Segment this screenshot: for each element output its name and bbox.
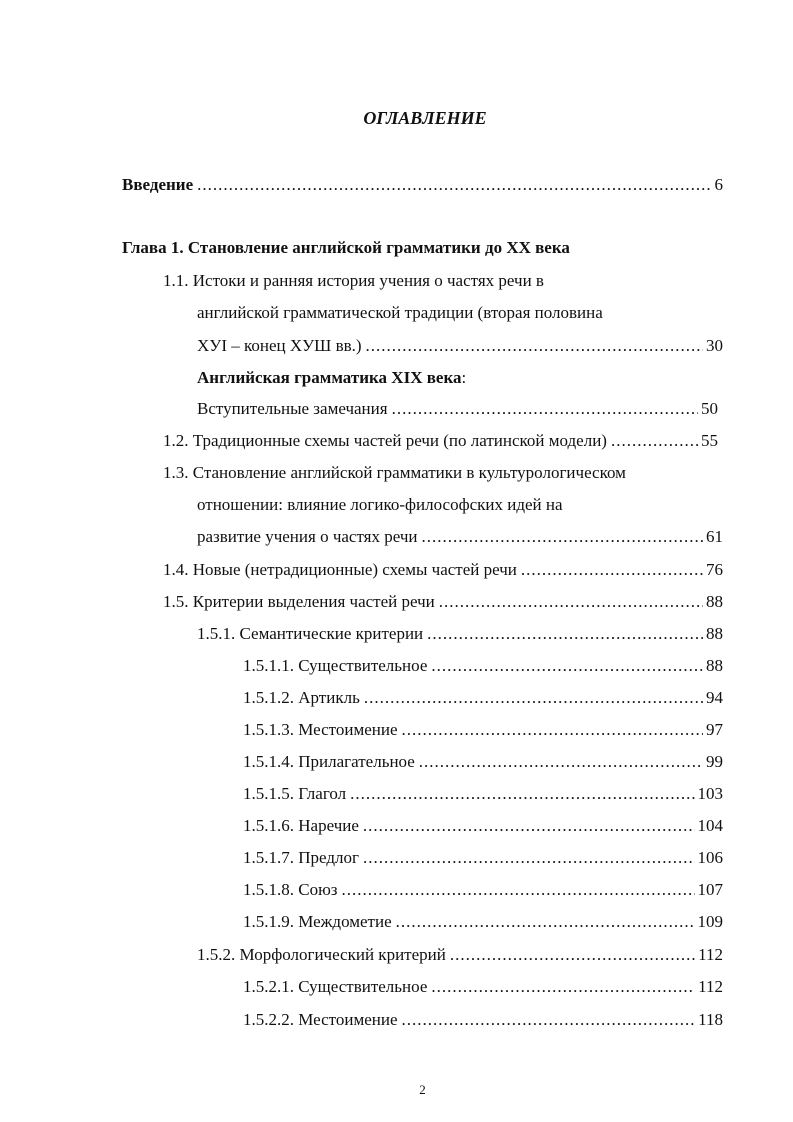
entry-number: 1.5.2.1. — [243, 977, 294, 996]
toc-entry[interactable] — [197, 623, 723, 645]
subheading-colon: : — [461, 368, 467, 387]
toc-entry[interactable] — [243, 783, 723, 805]
entry-label-line3: ХУI – конец ХУШ вв.) — [197, 336, 362, 355]
leader-dots — [350, 783, 694, 805]
toc-entry-intro[interactable] — [122, 174, 723, 196]
leader-dots — [363, 815, 695, 837]
toc-entry-intro-remarks[interactable] — [197, 398, 718, 420]
entry-label: Союз — [298, 880, 338, 899]
leader-dots — [402, 1009, 696, 1031]
entry-number: 1.5.1.8. — [243, 880, 294, 899]
leader-dots — [392, 398, 698, 420]
entry-page: 94 — [706, 688, 723, 707]
entry-label: Местоимение — [298, 1010, 398, 1029]
toc-entry-1-1-line1[interactable] — [163, 270, 544, 292]
entry-label: Предлог — [298, 848, 359, 867]
entry-page: 50 — [701, 399, 718, 418]
entry-page: 88 — [706, 624, 723, 643]
entry-page: 88 — [706, 592, 723, 611]
entry-label: Новые (нетрадиционные) схемы частей речи — [192, 560, 517, 579]
entry-page: 103 — [697, 784, 723, 803]
leader-dots — [396, 911, 695, 933]
entry-number: 1.5.1.5. — [243, 784, 294, 803]
entry-number: 1.5.1. — [197, 624, 236, 643]
leader-dots — [342, 879, 695, 901]
toc-entry-1-3-line1[interactable] — [163, 462, 626, 484]
entry-label: Наречие — [298, 816, 359, 835]
toc-entry[interactable] — [243, 976, 723, 998]
entry-label: Введение — [122, 175, 194, 194]
leader-dots — [431, 655, 703, 677]
entry-number: 1.4. — [163, 560, 189, 579]
entry-label: Истоки и ранняя история учения о частях речи в — [192, 271, 544, 290]
leader-dots — [611, 430, 698, 452]
toc-entry[interactable] — [243, 911, 723, 933]
entry-number: 1.2. — [163, 431, 189, 450]
entry-label: Существительное — [298, 977, 428, 996]
toc-entry[interactable] — [243, 815, 723, 837]
entry-label: Глагол — [298, 784, 347, 803]
leader-dots — [364, 687, 703, 709]
leader-dots — [363, 847, 695, 869]
leader-dots — [450, 944, 695, 966]
entry-number: 1.5.2. — [197, 945, 236, 964]
toc-entry[interactable] — [243, 687, 723, 709]
toc-entry[interactable] — [163, 591, 723, 613]
toc-entry[interactable] — [243, 751, 723, 773]
page-number: 2 — [419, 1082, 426, 1097]
leader-dots — [439, 591, 703, 613]
entry-label: Существительное — [298, 656, 428, 675]
entry-page: 109 — [697, 912, 723, 931]
leader-dots — [422, 526, 703, 548]
toc-entry[interactable] — [243, 847, 723, 869]
toc-entry[interactable] — [243, 655, 723, 677]
entry-number: 1.5. — [163, 592, 189, 611]
leader-dots — [521, 559, 703, 581]
entry-page: 97 — [706, 720, 723, 739]
entry-page: 76 — [706, 560, 723, 579]
entry-number: 1.5.1.3. — [243, 720, 294, 739]
entry-page: 99 — [706, 752, 723, 771]
entry-number: 1.5.1.7. — [243, 848, 294, 867]
entry-label-line2: отношении: влияние логико-философских идей на — [197, 495, 563, 514]
entry-label-line2: английской грамматической традиции (вторая половина — [197, 303, 603, 322]
entry-label: Междометие — [298, 912, 392, 931]
entry-number: 1.1. — [163, 271, 189, 290]
entry-page: 104 — [697, 816, 723, 835]
entry-page: 112 — [698, 977, 723, 996]
entry-page: 6 — [714, 175, 723, 194]
toc-entry[interactable] — [243, 879, 723, 901]
entry-number: 1.5.1.9. — [243, 912, 294, 931]
entry-page: 106 — [697, 848, 723, 867]
entry-label: Местоимение — [298, 720, 398, 739]
leader-dots — [419, 751, 703, 773]
entry-label: Критерии выделения частей речи — [192, 592, 435, 611]
toc-entry[interactable] — [243, 719, 723, 741]
entry-label: Прилагательное — [298, 752, 415, 771]
entry-page: 55 — [701, 431, 718, 450]
entry-number: 1.3. — [163, 463, 189, 482]
section-subheading — [197, 367, 466, 389]
entry-number: 1.5.1.1. — [243, 656, 294, 675]
subheading-text: Английская грамматика XIX века — [197, 368, 462, 387]
leader-dots — [431, 976, 695, 998]
entry-label: Становление английской грамматики в культурологическом — [192, 463, 626, 482]
toc-title: ОГЛАВЛЕНИЕ — [363, 108, 487, 128]
toc-entry[interactable] — [163, 559, 723, 581]
entry-label: Морфологический критерий — [239, 945, 446, 964]
entry-number: 1.5.2.2. — [243, 1010, 294, 1029]
entry-page: 112 — [698, 945, 723, 964]
entry-page: 118 — [698, 1010, 723, 1029]
toc-entry-1-3[interactable] — [197, 526, 723, 548]
leader-dots — [366, 335, 703, 357]
chapter-heading: Глава 1. Становление английской грамматики до XX века — [122, 238, 570, 257]
toc-entry-1-2[interactable] — [163, 430, 718, 452]
entry-label: Артикль — [298, 688, 360, 707]
toc-entry[interactable] — [243, 1009, 723, 1031]
entry-page: 107 — [697, 880, 723, 899]
toc-entry[interactable] — [197, 944, 723, 966]
entry-number: 1.5.1.6. — [243, 816, 294, 835]
leader-dots — [402, 719, 703, 741]
entry-page: 88 — [706, 656, 723, 675]
toc-entry-1-1[interactable] — [197, 335, 723, 357]
entry-page: 30 — [706, 336, 723, 355]
entry-page: 61 — [706, 527, 723, 546]
leader-dots — [197, 174, 711, 196]
entry-label: Традиционные схемы частей речи (по латинской модели) — [192, 431, 607, 450]
entry-number: 1.5.1.2. — [243, 688, 294, 707]
leader-dots — [427, 623, 703, 645]
entry-label-line3: развитие учения о частях речи — [197, 527, 418, 546]
entry-label: Вступительные замечания — [197, 399, 388, 418]
entry-number: 1.5.1.4. — [243, 752, 294, 771]
entry-label: Семантические критерии — [239, 624, 424, 643]
